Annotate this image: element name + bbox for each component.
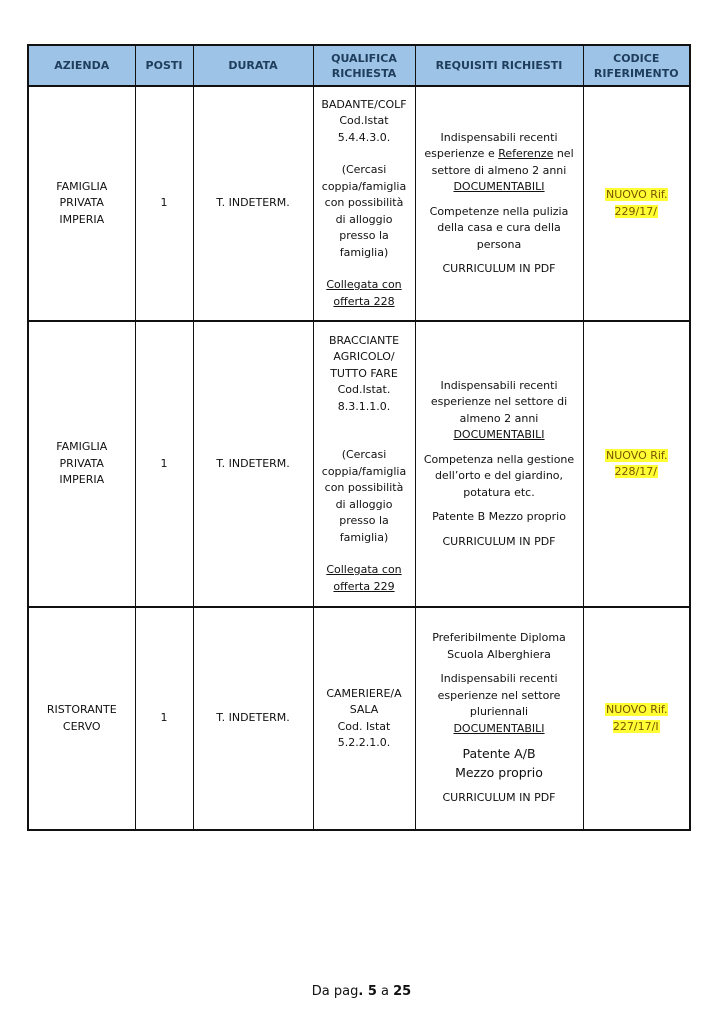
cell-durata: T. INDETERM. bbox=[193, 321, 313, 607]
req-curriculum: CURRICULUM IN PDF bbox=[442, 534, 556, 548]
footer-total-pages: 25 bbox=[393, 984, 412, 999]
req-esperienze: Indispensabili recenti esperienze nel settore di almeno 2 anni bbox=[430, 378, 568, 425]
table-row bbox=[28, 607, 690, 830]
req-documentabili: DOCUMENTABILI bbox=[453, 428, 545, 442]
collegata-link: Collegata con offerta 229 bbox=[326, 563, 402, 593]
page-footer bbox=[0, 984, 723, 999]
req-patente: Patente A/B Mezzo proprio bbox=[455, 746, 543, 780]
cell-azienda: FAMIGLIA PRIVATA IMPERIA bbox=[28, 86, 135, 321]
table-header-row bbox=[28, 45, 690, 86]
table-row bbox=[28, 86, 690, 321]
req-curriculum: CURRICULUM IN PDF bbox=[442, 262, 556, 275]
cell-durata: T. INDETERM. bbox=[193, 86, 313, 321]
req-documentabili: DOCUMENTABILI bbox=[453, 721, 545, 735]
qualifica-note: (Cercasi coppia/famiglia con possibilità di alloggio presso la famiglia) bbox=[321, 163, 407, 259]
cell-azienda: FAMIGLIA PRIVATA IMPERIA bbox=[28, 321, 135, 607]
cell-codice bbox=[583, 86, 690, 321]
header-requisiti: REQUISITI RICHIESTI bbox=[415, 45, 583, 86]
job-offers-table bbox=[27, 44, 691, 831]
codice-riferimento: NUOVO Rif. 228/17/ bbox=[606, 448, 668, 478]
table-row bbox=[28, 321, 690, 607]
header-codice: CODICE RIFERIMENTO bbox=[583, 45, 690, 86]
cell-requisiti bbox=[415, 321, 583, 607]
collegata-link: Collegata con offerta 228 bbox=[326, 278, 402, 308]
cell-posti: 1 bbox=[135, 321, 193, 607]
req-esperienze: Indispensabili recenti esperienze nel settore pluriennali bbox=[437, 672, 561, 719]
header-qualifica: QUALIFICA RICHIESTA bbox=[313, 45, 415, 86]
qualifica-title: BADANTE/COLF Cod.Istat 5.4.4.3.0. bbox=[321, 97, 407, 144]
cell-codice bbox=[583, 321, 690, 607]
req-competenze: Competenze nella pulizia della casa e cura della persona bbox=[429, 204, 569, 251]
cell-qualifica: CAMERIERE/A SALA Cod. Istat 5.2.2.1.0. bbox=[313, 607, 415, 830]
header-azienda: AZIENDA bbox=[28, 45, 135, 86]
cell-requisiti bbox=[415, 607, 583, 830]
req-referenze: Referenze bbox=[498, 147, 554, 160]
codice-riferimento: NUOVO Rif. 227/17/I bbox=[606, 703, 668, 733]
header-posti: POSTI bbox=[135, 45, 193, 86]
cell-qualifica bbox=[313, 321, 415, 607]
footer-mid: a bbox=[376, 984, 394, 999]
cell-azienda: RISTORANTE CERVO bbox=[28, 607, 135, 830]
cell-codice bbox=[583, 607, 690, 830]
footer-current-page: . 5 bbox=[358, 984, 377, 999]
cell-requisiti bbox=[415, 86, 583, 321]
cell-posti: 1 bbox=[135, 86, 193, 321]
cell-qualifica bbox=[313, 86, 415, 321]
cell-durata: T. INDETERM. bbox=[193, 607, 313, 830]
cell-posti: 1 bbox=[135, 607, 193, 830]
req-competenze: Competenza nella gestione dell’orto e del giardino, potatura etc. bbox=[423, 452, 575, 499]
req-patente: Patente B Mezzo proprio bbox=[432, 510, 566, 524]
qualifica-title: BRACCIANTE AGRICOLO/ TUTTO FARE Cod.Istat. 8.3.1.1.0. bbox=[328, 333, 400, 413]
codice-riferimento: NUOVO Rif. 229/17/ bbox=[606, 188, 668, 218]
req-documentabili: DOCUMENTABILI bbox=[453, 180, 545, 193]
req-esperienze: Indispensabili recenti esperienze e bbox=[424, 130, 558, 160]
req-settore: nel settore di almeno 2 anni bbox=[431, 147, 574, 177]
qualifica-note: (Cercasi coppia/famiglia con possibilità di alloggio presso la famiglia) bbox=[321, 448, 407, 544]
req-curriculum: CURRICULUM IN PDF bbox=[442, 791, 556, 805]
footer-prefix: Da pag bbox=[311, 984, 359, 999]
req-preferibilmente: Preferibilmente Diploma Scuola Alberghiera bbox=[432, 631, 566, 661]
header-durata: DURATA bbox=[193, 45, 313, 86]
